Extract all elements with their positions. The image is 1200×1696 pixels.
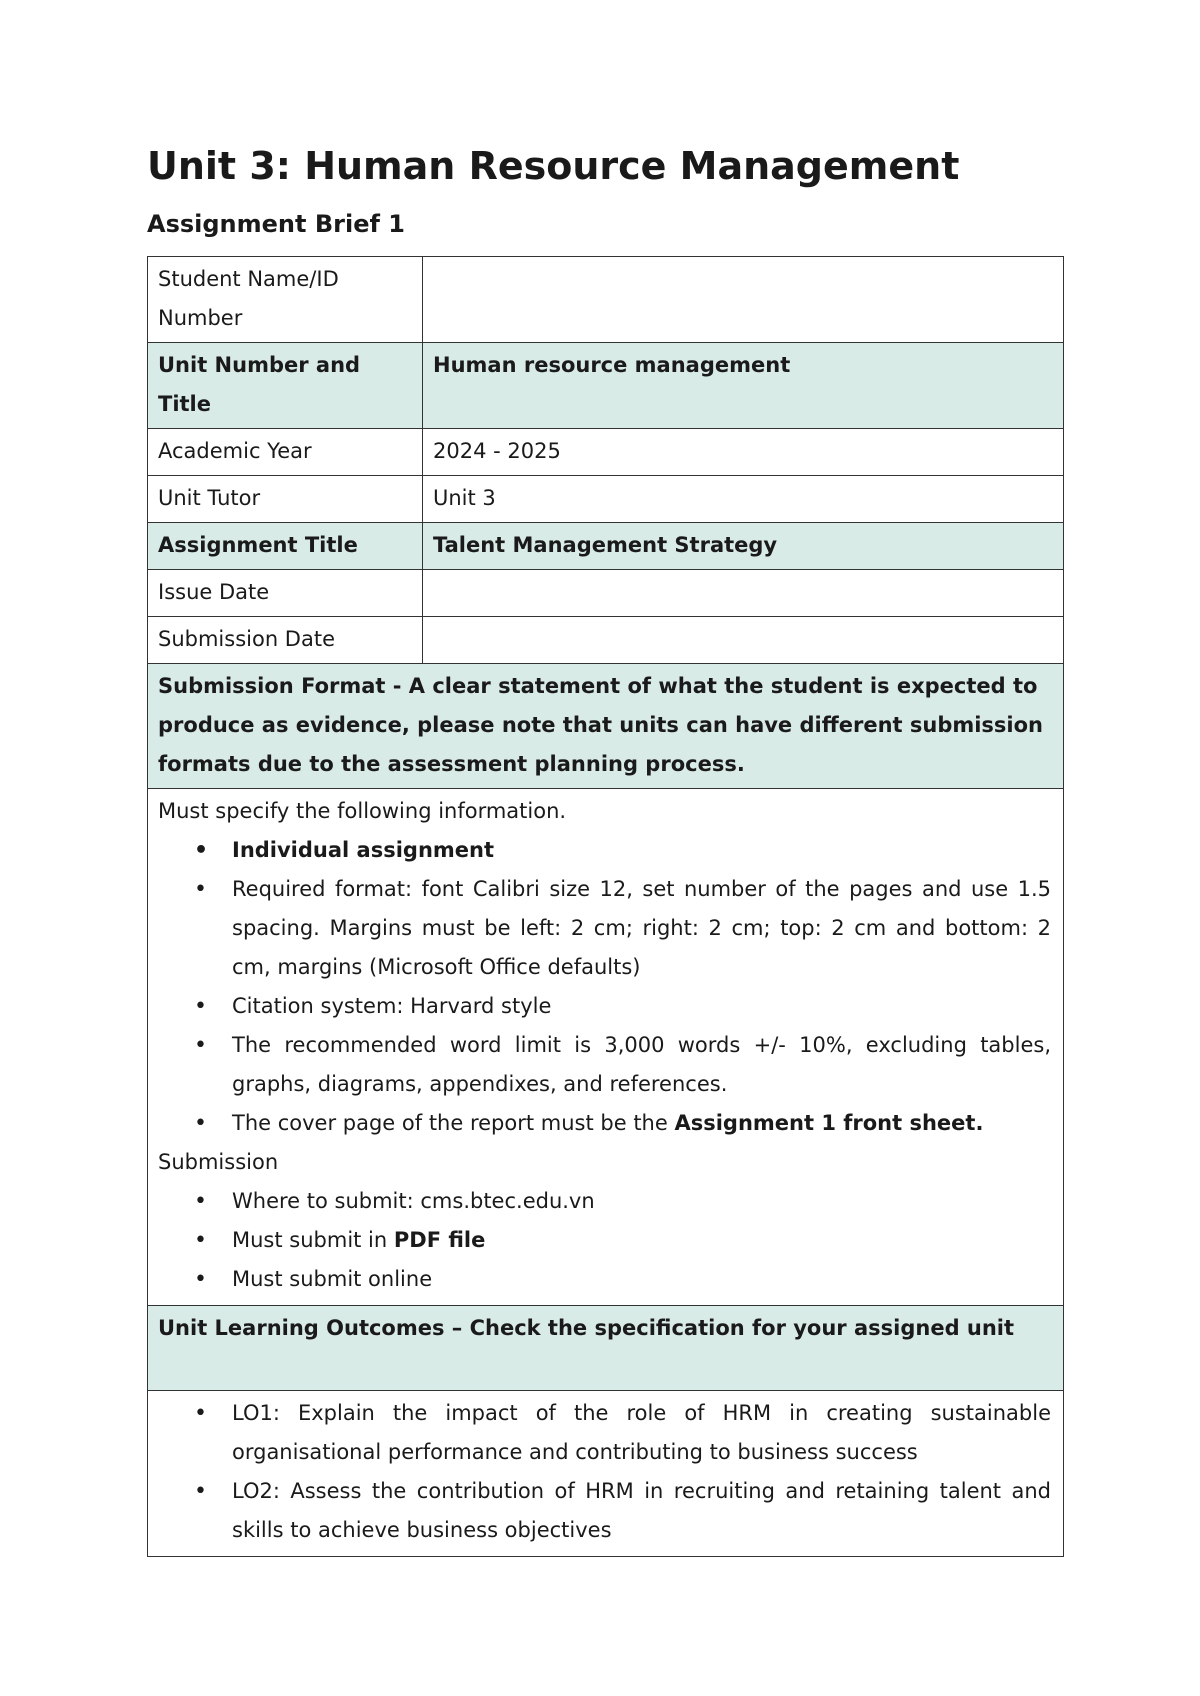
row-submission-date <box>148 617 1064 664</box>
tutor-label: Unit Tutor <box>148 476 423 523</box>
row-submission-format-content <box>148 789 1064 1306</box>
student-label: Student Name/ID Number <box>148 257 423 343</box>
tutor-value: Unit 3 <box>423 476 1064 523</box>
submission-format-header: Submission Format - A clear statement of what the student is expected to produce as evidence, please note that units can have different submission formats due to the assessment planning process. <box>148 664 1064 789</box>
row-unit-tutor <box>148 476 1064 523</box>
issue-label: Issue Date <box>148 570 423 617</box>
list-item: • LO2: Assess the contribution of HRM in recruiting and retaining talent and skills to achieve business objectives <box>232 1472 1051 1550</box>
row-submission-format-header <box>148 664 1064 789</box>
cover-text: The cover page of the report must be the <box>232 1111 675 1135</box>
list-item: • The recommended word limit is 3,000 words +/- 10%, excluding tables, graphs, diagrams, appendixes, and references. <box>232 1026 1051 1104</box>
list-item <box>232 1104 1051 1143</box>
submission-date-value <box>423 617 1064 664</box>
list-item: • Individual assignment <box>232 831 1051 870</box>
page-subtitle: Assignment Brief 1 <box>147 210 405 238</box>
learning-outcomes-content <box>148 1391 1064 1557</box>
submission-label: Submission <box>158 1150 279 1174</box>
issue-value <box>423 570 1064 617</box>
unit-value: Human resource management <box>423 343 1064 429</box>
student-value <box>423 257 1064 343</box>
list-item: • Where to submit: cms.btec.edu.vn <box>232 1182 1051 1221</box>
pdf-text: Must submit in <box>232 1228 394 1252</box>
row-learning-outcomes-content <box>148 1391 1064 1557</box>
unit-label: Unit Number and Title <box>148 343 423 429</box>
page-title: Unit 3: Human Resource Management <box>147 144 960 188</box>
assignment-label: Assignment Title <box>148 523 423 570</box>
assignment-value: Talent Management Strategy <box>423 523 1064 570</box>
row-student <box>148 257 1064 343</box>
row-issue-date <box>148 570 1064 617</box>
year-value: 2024 - 2025 <box>423 429 1064 476</box>
row-learning-outcomes-header <box>148 1306 1064 1391</box>
list-item: • LO1: Explain the impact of the role of HRM in creating sustainable organisational performance and contributing to business success <box>232 1394 1051 1472</box>
outcomes-list <box>158 1394 1051 1550</box>
pdf-bold-text: PDF file <box>393 1228 486 1252</box>
submission-list <box>158 1182 1051 1299</box>
submission-intro: Must specify the following information. <box>158 799 567 823</box>
submission-date-label: Submission Date <box>148 617 423 664</box>
learning-outcomes-header: Unit Learning Outcomes – Check the specification for your assigned unit <box>148 1306 1064 1391</box>
year-label: Academic Year <box>148 429 423 476</box>
list-item <box>232 1221 1051 1260</box>
list-item: • Must submit online <box>232 1260 1051 1299</box>
cover-bold-text: Assignment 1 front sheet. <box>674 1111 984 1135</box>
submission-format-content <box>148 789 1064 1306</box>
list-item: • Citation system: Harvard style <box>232 987 1051 1026</box>
row-academic-year <box>148 429 1064 476</box>
format-list <box>158 831 1051 1143</box>
assignment-brief-table <box>147 256 1064 1557</box>
row-unit <box>148 343 1064 429</box>
row-assignment-title <box>148 523 1064 570</box>
list-item: • Required format: font Calibri size 12, set number of the pages and use 1.5 spacing. Margins must be left: 2 cm; right: 2 cm; top: 2 cm and bottom: 2 cm, margins (Microsoft Office defaults) <box>232 870 1051 987</box>
